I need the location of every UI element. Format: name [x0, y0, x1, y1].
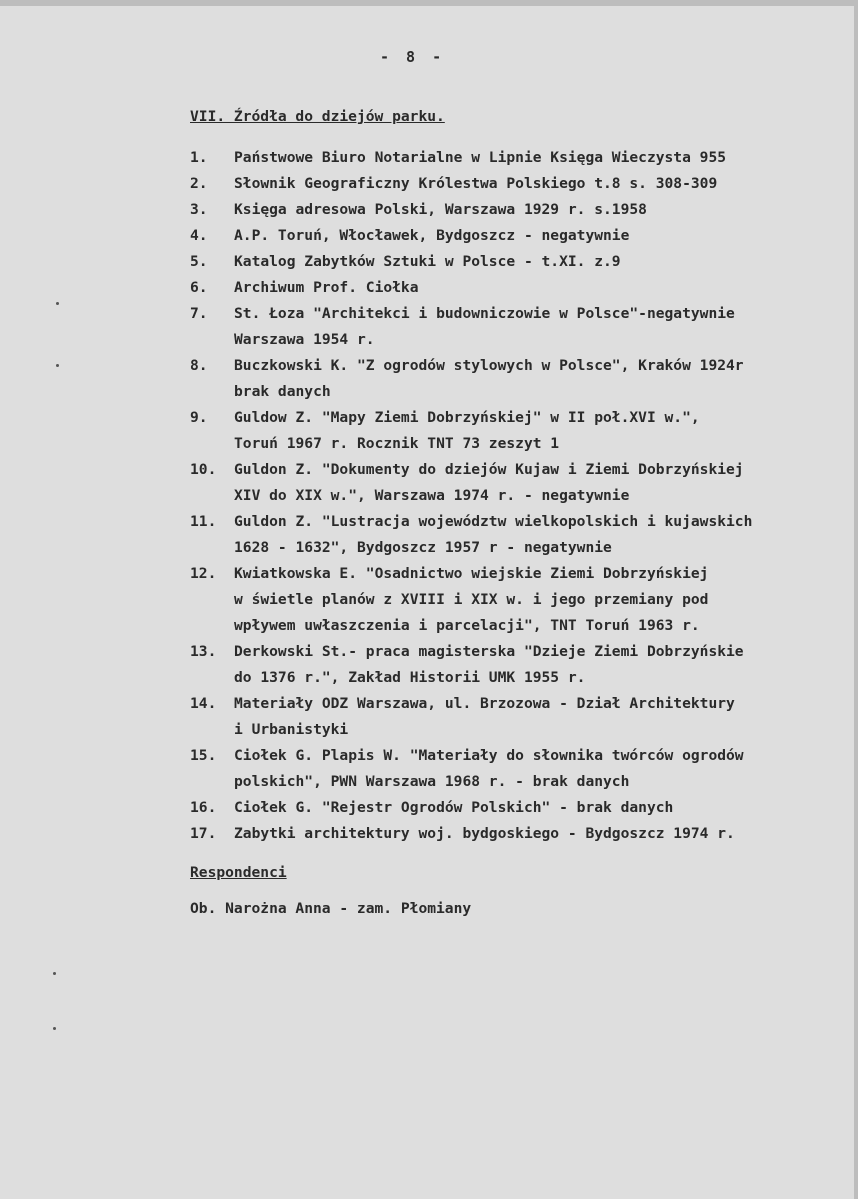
source-item	[190, 197, 858, 223]
source-item-number: 4.	[190, 227, 208, 244]
source-item-number: 6.	[190, 279, 208, 296]
source-item-line: Guldon Z. "Lustracja województw wielkopolskich i kujawskich	[234, 513, 753, 530]
source-item-number: 10.	[190, 461, 217, 478]
source-item-text	[234, 301, 735, 353]
source-item	[190, 353, 858, 405]
source-item	[190, 301, 858, 353]
source-item-text	[234, 743, 744, 795]
source-item	[190, 821, 858, 847]
source-item-line: 1628 - 1632", Bydgoszcz 1957 r - negatywnie	[234, 539, 612, 556]
source-item-line: w świetle planów z XVIII i XIX w. i jego przemiany pod	[234, 591, 709, 608]
source-item-text	[234, 145, 726, 171]
source-item-line: St. Łoza "Architekci i budowniczowie w Polsce"-negatywnie	[234, 305, 735, 322]
source-item-number: 9.	[190, 409, 208, 426]
source-item	[190, 223, 858, 249]
source-item-line: Materiały ODZ Warszawa, ul. Brzozowa - Dział Architektury	[234, 695, 735, 712]
source-item	[190, 145, 858, 171]
punch-mark	[53, 972, 56, 975]
source-item-line: polskich", PWN Warszawa 1968 r. - brak danych	[234, 773, 630, 790]
source-item	[190, 457, 858, 509]
source-item-line: Kwiatkowska E. "Osadnictwo wiejskie Ziemi Dobrzyńskiej	[234, 565, 709, 582]
source-item-text	[234, 275, 419, 301]
punch-mark	[53, 1027, 56, 1030]
source-item-number: 7.	[190, 305, 208, 322]
source-item-line: Katalog Zabytków Sztuki w Polsce - t.XI. z.9	[234, 253, 621, 270]
source-item	[190, 639, 858, 691]
source-item-line: Archiwum Prof. Ciołka	[234, 279, 419, 296]
source-item-number: 14.	[190, 695, 217, 712]
source-item-number: 5.	[190, 253, 208, 270]
source-item-line: i Urbanistyki	[234, 721, 349, 738]
sources-list	[190, 145, 858, 847]
source-item-line: Guldon Z. "Dokumenty do dziejów Kujaw i Ziemi Dobrzyńskiej	[234, 461, 744, 478]
source-item-text	[234, 509, 752, 561]
source-item-line: brak danych	[234, 383, 331, 400]
page-number: - 8 -	[380, 48, 446, 66]
source-item-line: Warszawa 1954 r.	[234, 331, 375, 348]
source-item-number: 12.	[190, 565, 217, 582]
source-item-line: A.P. Toruń, Włocławek, Bydgoszcz - negatywnie	[234, 227, 630, 244]
source-item	[190, 171, 858, 197]
source-item	[190, 561, 858, 639]
source-item-line: Państwowe Biuro Notarialne w Lipnie Księga Wieczysta 955	[234, 149, 727, 166]
source-item	[190, 405, 858, 457]
source-item-line: Zabytki architektury woj. bydgoskiego - Bydgoszcz 1974 r.	[234, 825, 735, 842]
source-item-line: XIV do XIX w.", Warszawa 1974 r. - negatywnie	[234, 487, 630, 504]
source-item	[190, 743, 858, 795]
source-item-number: 15.	[190, 747, 217, 764]
source-item-number: 11.	[190, 513, 217, 530]
responder-entry: Ob. Narożna Anna - zam. Płomiany	[190, 900, 472, 917]
source-item-line: Guldow Z. "Mapy Ziemi Dobrzyńskiej" w II poł.XVI w.",	[234, 409, 700, 426]
source-item-line: Słownik Geograficzny Królestwa Polskiego t.8 s. 308-309	[234, 175, 718, 192]
source-item-line: Buczkowski K. "Z ogrodów stylowych w Polsce", Kraków 1924r	[234, 357, 744, 374]
source-item	[190, 249, 858, 275]
source-item-line: Ciołek G. "Rejestr Ogrodów Polskich" - brak danych	[234, 799, 674, 816]
source-item-text	[234, 561, 708, 639]
source-item-text	[234, 249, 621, 275]
source-item-text	[234, 197, 647, 223]
source-item-line: Toruń 1967 r. Rocznik TNT 73 zeszyt 1	[234, 435, 560, 452]
source-item-text	[234, 457, 744, 509]
source-item-text	[234, 353, 744, 405]
source-item-number: 1.	[190, 149, 208, 166]
source-item-text	[234, 691, 735, 743]
source-item-number: 16.	[190, 799, 217, 816]
source-item-text	[234, 223, 629, 249]
responders-heading: Respondenci	[190, 864, 287, 881]
scan-edge-top	[0, 0, 858, 6]
source-item-text	[234, 821, 735, 847]
source-item-line: wpływem uwłaszczenia i parcelacji", TNT Toruń 1963 r.	[234, 617, 700, 634]
source-item-text	[234, 639, 744, 691]
source-item	[190, 509, 858, 561]
source-item-text	[234, 405, 700, 457]
source-item-line: Ciołek G. Plapis W. "Materiały do słownika twórców ogrodów	[234, 747, 744, 764]
source-item-number: 2.	[190, 175, 208, 192]
source-item	[190, 795, 858, 821]
source-item-line: do 1376 r.", Zakład Historii UMK 1955 r.	[234, 669, 586, 686]
source-item-number: 8.	[190, 357, 208, 374]
source-item	[190, 691, 858, 743]
source-item-line: Księga adresowa Polski, Warszawa 1929 r. s.1958	[234, 201, 647, 218]
source-item-number: 17.	[190, 825, 217, 842]
punch-mark	[56, 364, 59, 367]
source-item-number: 3.	[190, 201, 208, 218]
punch-mark	[56, 302, 59, 305]
source-item-line: Derkowski St.- praca magisterska "Dzieje Ziemi Dobrzyńskie	[234, 643, 744, 660]
source-item-number: 13.	[190, 643, 217, 660]
source-item-text	[234, 171, 717, 197]
section-heading: VII. Źródła do dziejów parku.	[190, 108, 445, 125]
source-item	[190, 275, 858, 301]
source-item-text	[234, 795, 673, 821]
